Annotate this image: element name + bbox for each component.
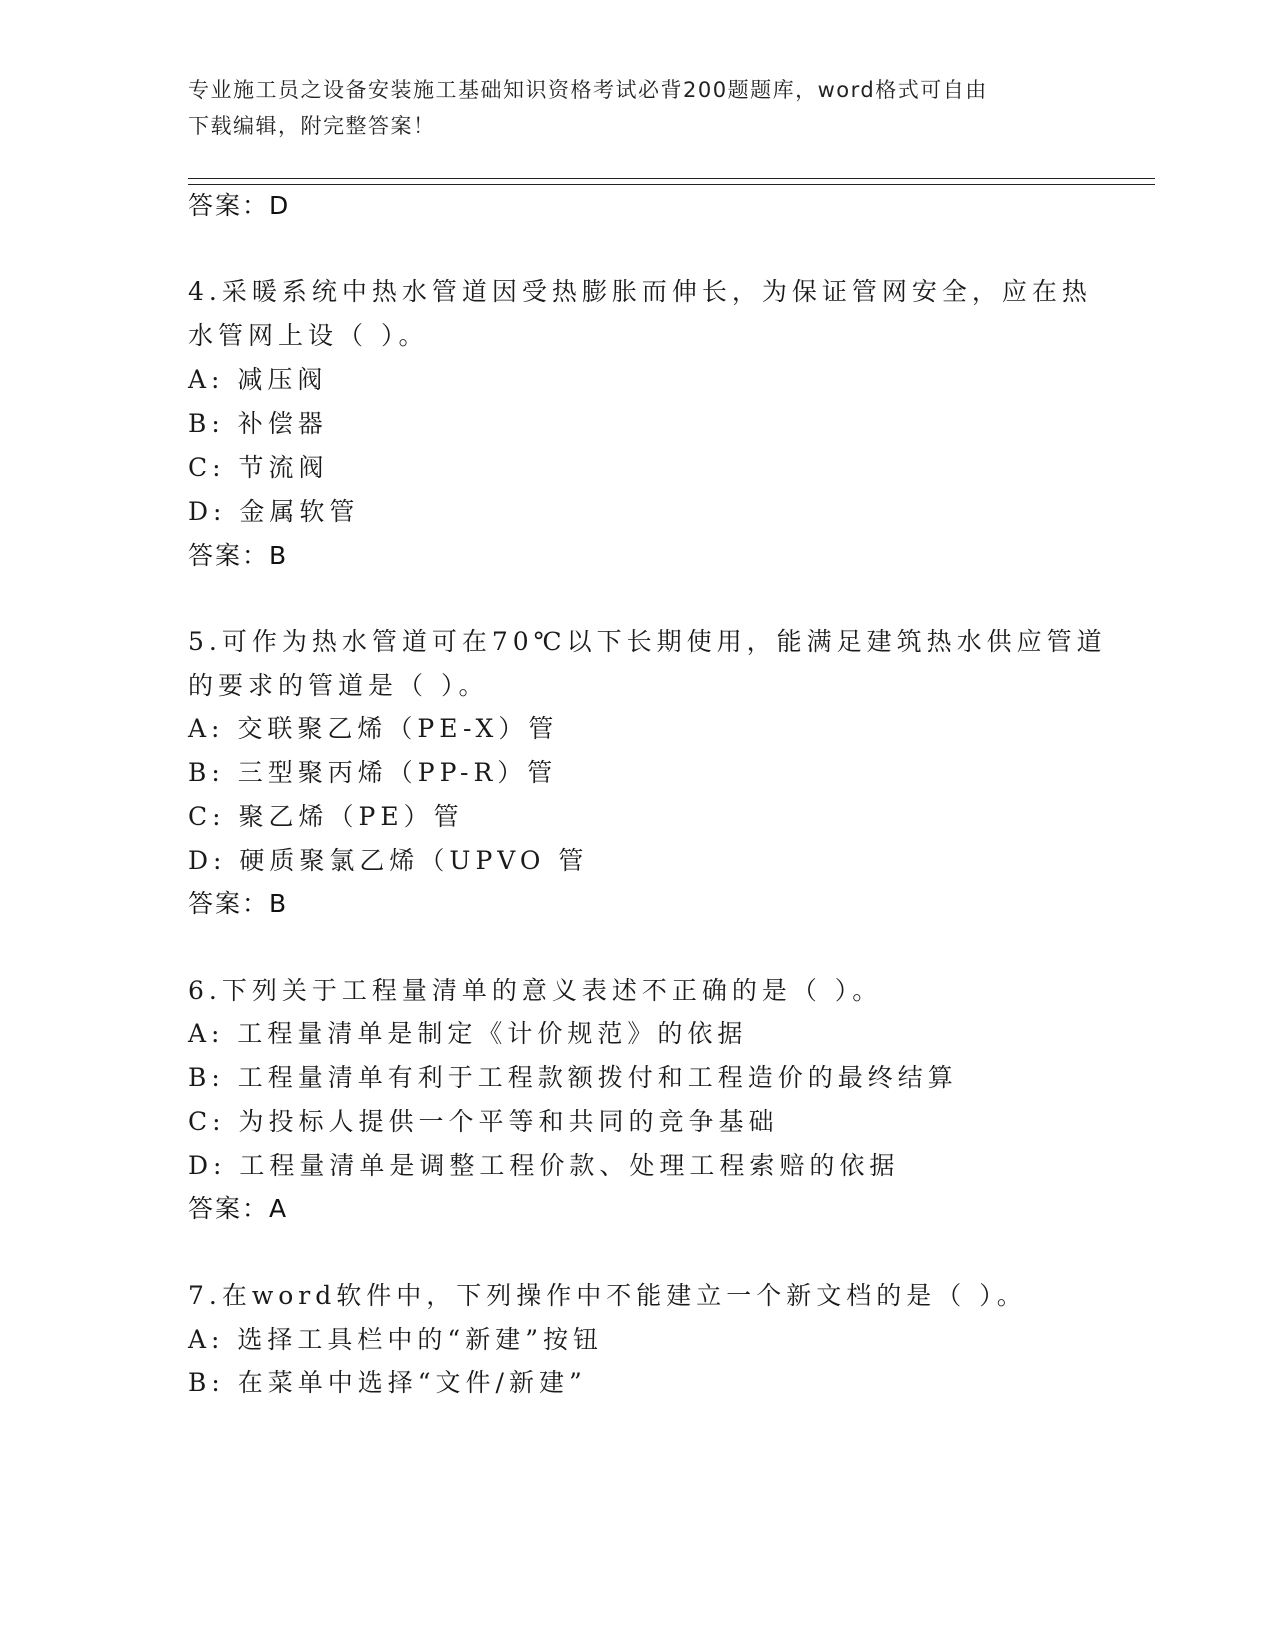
question-6-option-c: C: 为投标人提供一个平等和共同的竞争基础 bbox=[188, 1107, 779, 1136]
answer-q4: 答案：B bbox=[188, 541, 289, 570]
question-6-stem: 6.下列关于工程量清单的意义表述不正确的是（ ）。 bbox=[188, 976, 883, 1005]
question-6-option-d: D: 工程量清单是调整工程价款、处理工程索赔的依据 bbox=[188, 1151, 900, 1180]
header-divider-top bbox=[188, 178, 1155, 179]
question-7-stem: 7.在word软件中，下列操作中不能建立一个新文档的是（ ）。 bbox=[188, 1281, 1027, 1310]
question-5-option-d: D: 硬质聚氯乙烯（UPVO 管 bbox=[188, 846, 589, 875]
question-7-option-a: A: 选择工具栏中的“新建”按钮 bbox=[188, 1325, 603, 1354]
question-4-option-a: A: 减压阀 bbox=[188, 365, 328, 394]
question-4-option-d: D: 金属软管 bbox=[188, 497, 360, 526]
question-5-option-c: C: 聚乙烯（PE）管 bbox=[188, 802, 464, 831]
question-4-stem-line-2: 水管网上设（ ）。 bbox=[188, 321, 429, 350]
question-6-option-a: A: 工程量清单是制定《计价规范》的依据 bbox=[188, 1019, 748, 1048]
question-5-stem-line-1: 5.可作为热水管道可在70℃以下长期使用，能满足建筑热水供应管道 bbox=[188, 627, 1107, 656]
question-5-option-b: B: 三型聚丙烯（PP-R）管 bbox=[188, 758, 558, 787]
header-title-line-1: 专业施工员之设备安装施工基础知识资格考试必背200题题库，word格式可自由 bbox=[188, 78, 988, 102]
header-divider-bottom bbox=[188, 184, 1155, 185]
answer-q5: 答案：B bbox=[188, 889, 289, 918]
question-4-stem-line-1: 4.采暖系统中热水管道因受热膨胀而伸长，为保证管网安全，应在热 bbox=[188, 277, 1092, 306]
question-4-option-c: C: 节流阀 bbox=[188, 453, 329, 482]
question-5-stem-line-2: 的要求的管道是（ ）。 bbox=[188, 671, 489, 700]
document-header bbox=[188, 72, 1068, 144]
question-4-option-b: B: 补偿器 bbox=[188, 409, 328, 438]
answer-q6: 答案：A bbox=[188, 1194, 289, 1223]
question-7-option-b: B: 在菜单中选择“文件/新建” bbox=[188, 1368, 587, 1397]
question-6-option-b: B: 工程量清单有利于工程款额拨付和工程造价的最终结算 bbox=[188, 1063, 958, 1092]
question-5-option-a: A: 交联聚乙烯（PE-X）管 bbox=[188, 714, 559, 743]
answer-q3: 答案：D bbox=[188, 191, 291, 220]
header-title-line-2: 下载编辑，附完整答案！ bbox=[188, 114, 436, 138]
